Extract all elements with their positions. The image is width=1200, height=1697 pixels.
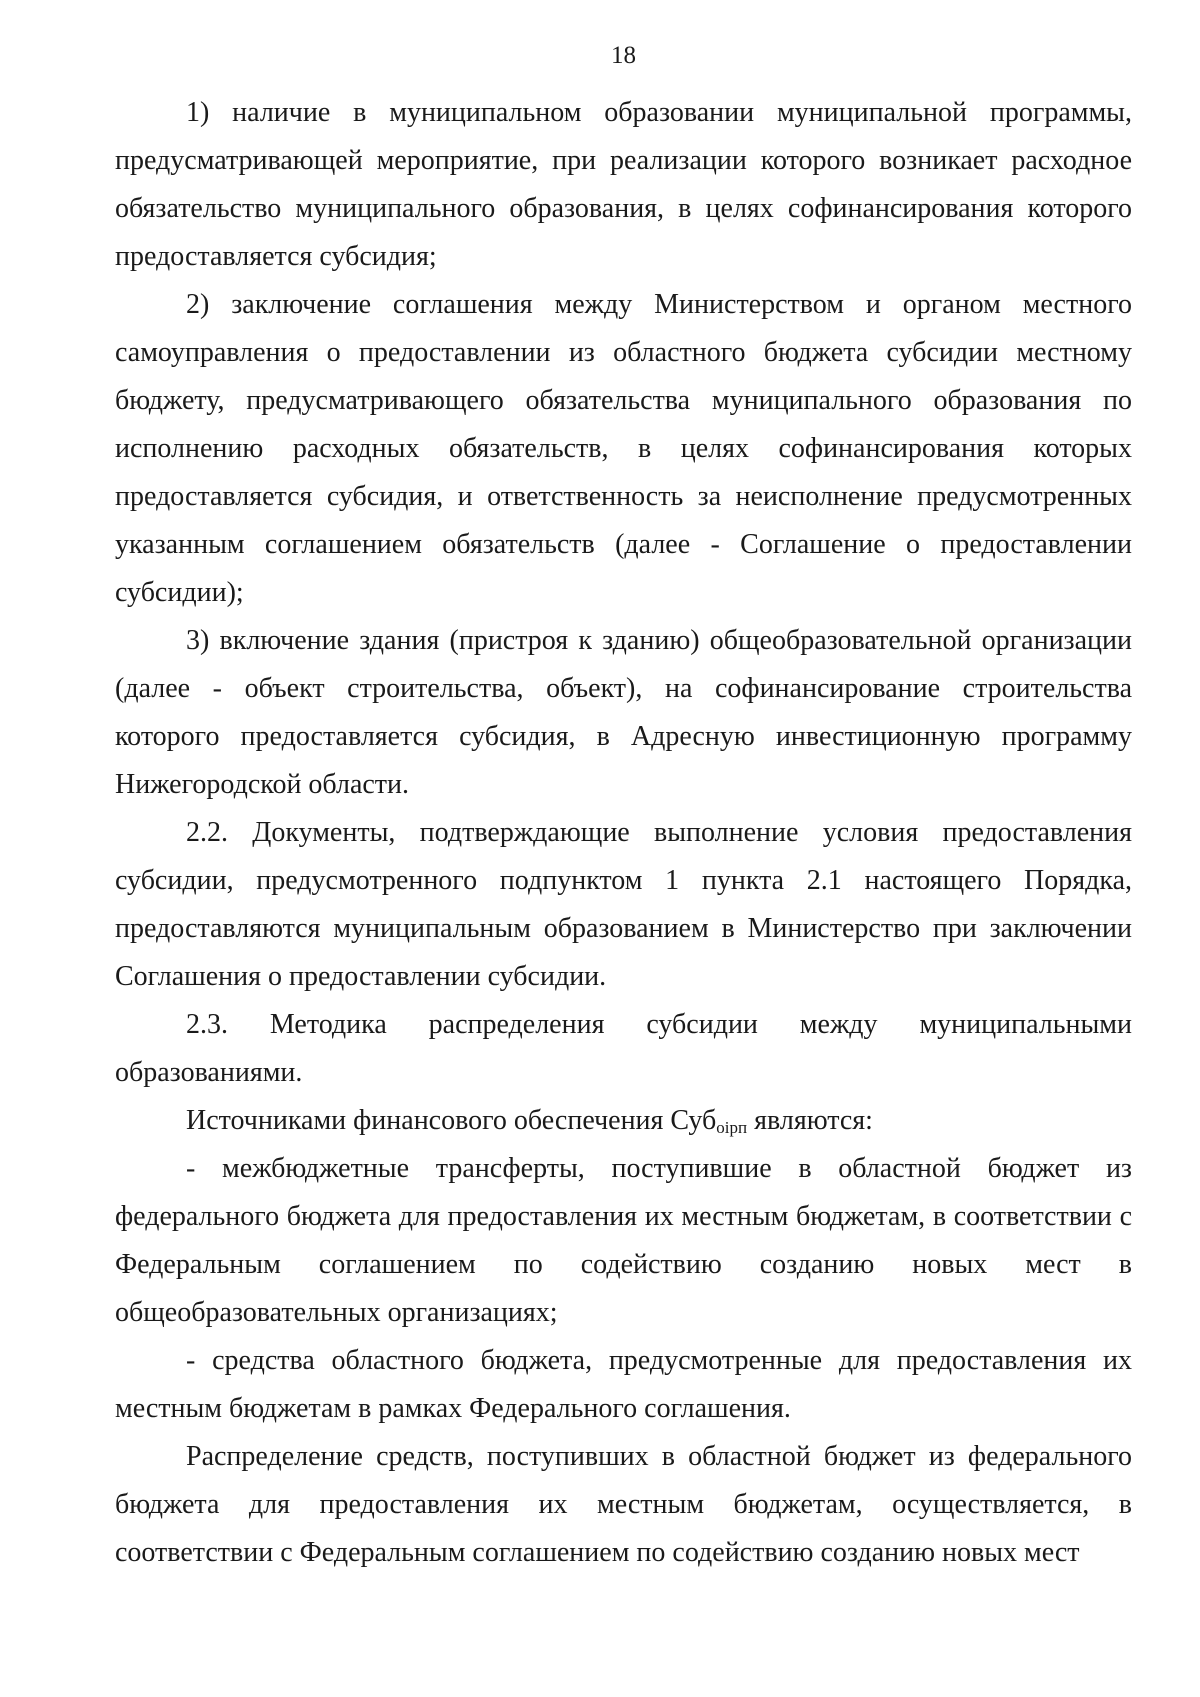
funding-sources-subscript: оірп — [716, 1118, 748, 1137]
paragraph-condition-3: 3) включение здания (пристроя к зданию) общеобразовательной организации (далее - объект строительства, объект), на софинансирование строительства которого предоставляется субсидия, в Адресную инвестиционную программу Нижегородской области. — [115, 625, 1132, 800]
funding-sources-text-before: Источниками финансового обеспечения Суб — [186, 1105, 717, 1136]
paragraph-funding-sources — [115, 1097, 1132, 1145]
paragraph-federal-transfers: - межбюджетные трансферты, поступившие в областной бюджет из федерального бюджета для предоставления их местным бюджетам, в соответствии с Федеральным соглашением по содействию созданию новых мест в общеобразовательных организациях; — [115, 1153, 1132, 1328]
paragraph-distribution: Распределение средств, поступивших в областной бюджет из федерального бюджета для предоставления их местным бюджетам, осуществляется, в соответствии с Федеральным соглашением по содействию созданию новых мест — [115, 1441, 1132, 1568]
paragraph-regional-funds: - средства областного бюджета, предусмотренные для предоставления их местным бюджетам в рамках Федерального соглашения. — [115, 1345, 1132, 1424]
paragraph-condition-1: 1) наличие в муниципальном образовании муниципальной программы, предусматривающей мероприятие, при реализации которого возникает расходное обязательство муниципального образования, в целях софинансирования которого предоставляется субсидия; — [115, 97, 1132, 272]
paragraph-section-2-3: 2.3. Методика распределения субсидии между муниципальными образованиями. — [115, 1009, 1132, 1088]
paragraph-section-2-2: 2.2. Документы, подтверждающие выполнение условия предоставления субсидии, предусмотренного подпунктом 1 пункта 2.1 настоящего Порядка, предоставляются муниципальным образованием в Министерство при заключении Соглашения о предоставлении субсидии. — [115, 817, 1132, 992]
funding-sources-text-after: являются: — [747, 1105, 873, 1136]
paragraph-condition-2: 2) заключение соглашения между Министерством и органом местного самоуправления о предоставлении из областного бюджета субсидии местному бюджету, предусматривающего обязательства муниципального образования по исполнению расходных обязательств, в целях софинансирования которых предоставляется субсидия, и ответственность за неисполнение предусмотренных указанным соглашением обязательств (далее - Соглашение о предоставлении субсидии); — [115, 289, 1132, 608]
page-number: 18 — [611, 42, 636, 69]
document-body — [115, 89, 1132, 1577]
